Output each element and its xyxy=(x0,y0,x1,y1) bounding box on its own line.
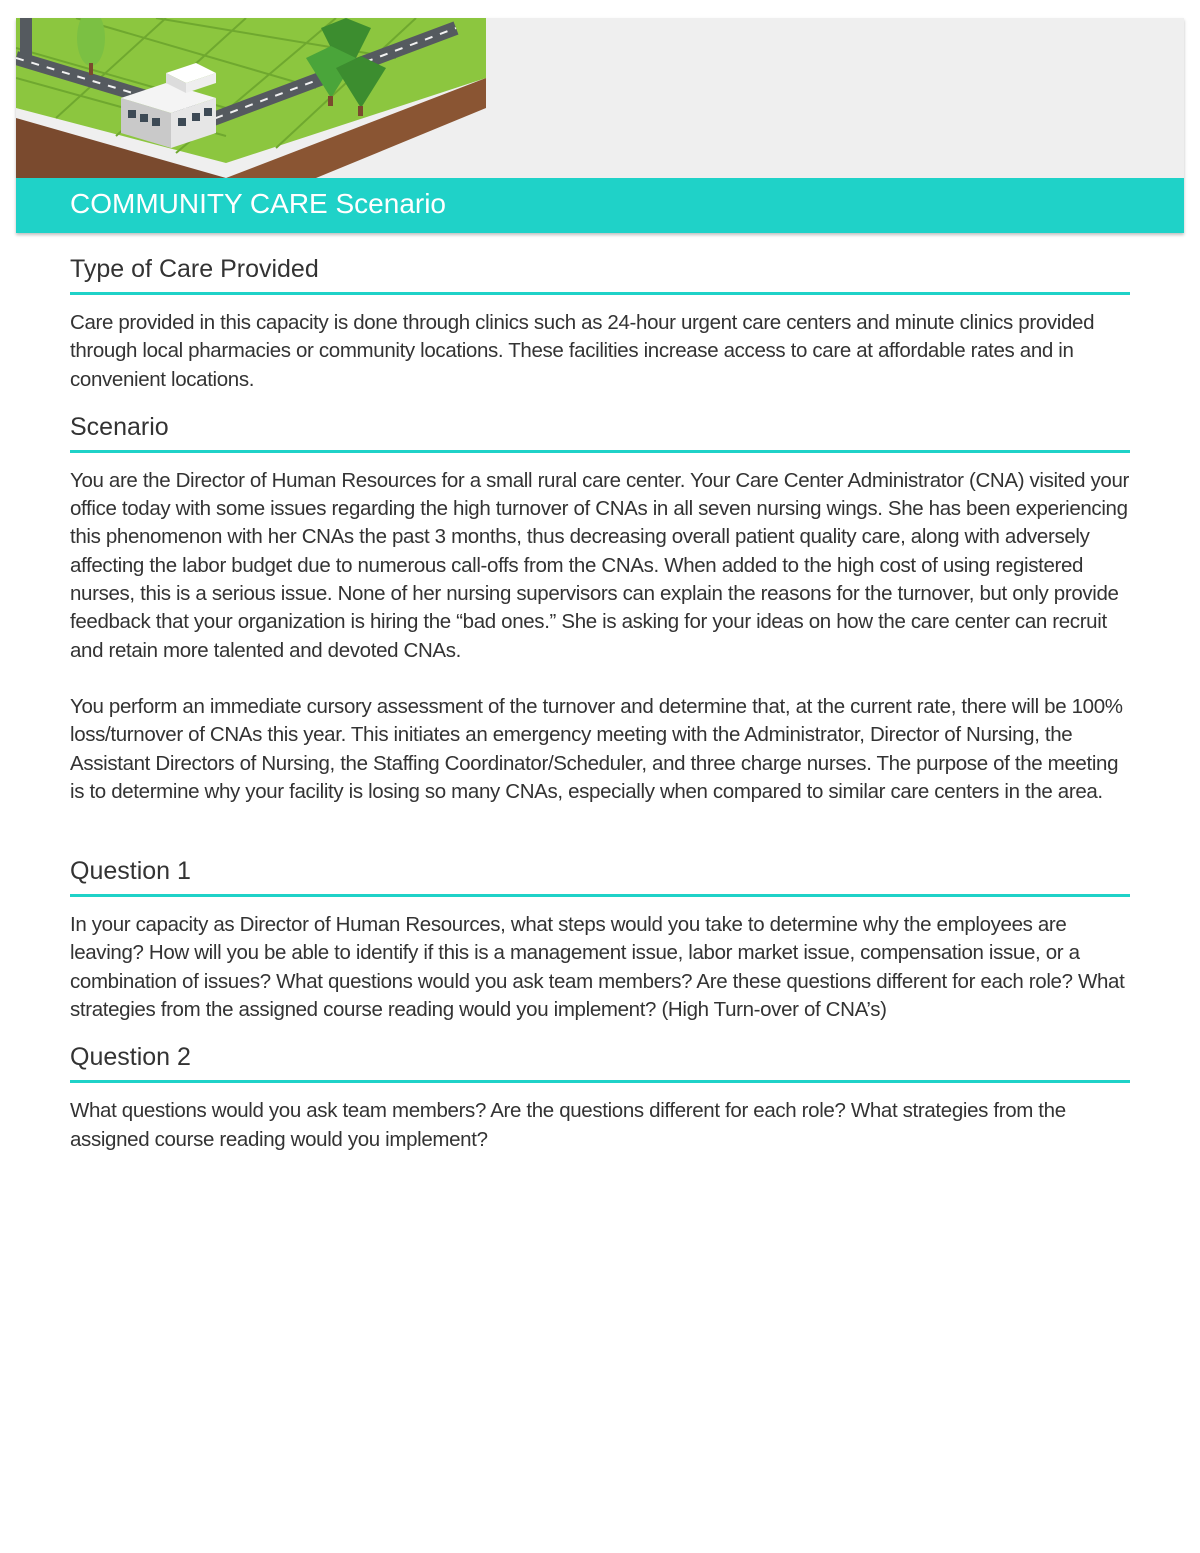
document-content xyxy=(70,252,1130,1154)
title-bar xyxy=(16,178,1184,233)
section-heading: Question 1 xyxy=(70,854,1130,897)
section-body: Care provided in this capacity is done through clinics such as 24-hour urgent care centers and minute clinics provided through local pharmacies or community locations. These facilities increase access to care at affordable rates and in convenient locations. xyxy=(70,311,1095,391)
section-body: In your capacity as Director of Human Resources, what steps would you take to determine why the employees are leaving? How will you be able to identify if this is a management issue, labor market issue, compensation issue, or a combination of issues? What questions would you ask team members? Are these questions different for each role? What strategies from the assigned course reading would you implement? (High Turn-over of CNA’s) xyxy=(70,913,1125,1022)
city-block-illustration xyxy=(16,18,486,178)
section-body: What questions would you ask team members? Are the questions different for each role? What strategies from the assigned course reading would you implement? xyxy=(70,1099,1066,1151)
section-question-1 xyxy=(70,854,1130,1024)
section-type-of-care xyxy=(70,252,1130,394)
section-heading: Question 2 xyxy=(70,1040,1130,1083)
section-heading: Scenario xyxy=(70,410,1130,453)
section-body: You perform an immediate cursory assessment of the turnover and determine that, at the current rate, there will be 100% loss/turnover of CNAs this year. This initiates an emergency meeting with the Administrator, Director of Nursing, the Assistant Directors of Nursing, the Staffing Coordinator/Scheduler, and three charge nurses. The purpose of the meeting is to determine why your facility is losing so many CNAs, especially when compared to similar care centers in the area. xyxy=(70,694,1123,803)
section-question-2 xyxy=(70,1040,1130,1154)
header-banner xyxy=(16,18,1184,233)
section-body: You are the Director of Human Resources for a small rural care center. Your Care Center Administrator (CNA) visited your office today with some issues regarding the high turnover of CNAs in all seven nursing wings. She has been experiencing this phenomenon with her CNAs the past 3 months, thus decreasing overall patient quality care, along with adversely affecting the labor budget due to numerous call-offs from the CNAs. When added to the high cost of using registered nurses, this is a serious issue. None of her nursing supervisors can explain the reasons for the turnover, but only provide feedback that your organization is hiring the “bad ones.” She is asking for your ideas on how the care center can recruit and retain more talented and devoted CNAs. xyxy=(70,468,1130,662)
page-title: COMMUNITY CARE Scenario xyxy=(70,188,447,219)
section-heading: Type of Care Provided xyxy=(70,252,1130,295)
section-scenario xyxy=(70,410,1130,806)
